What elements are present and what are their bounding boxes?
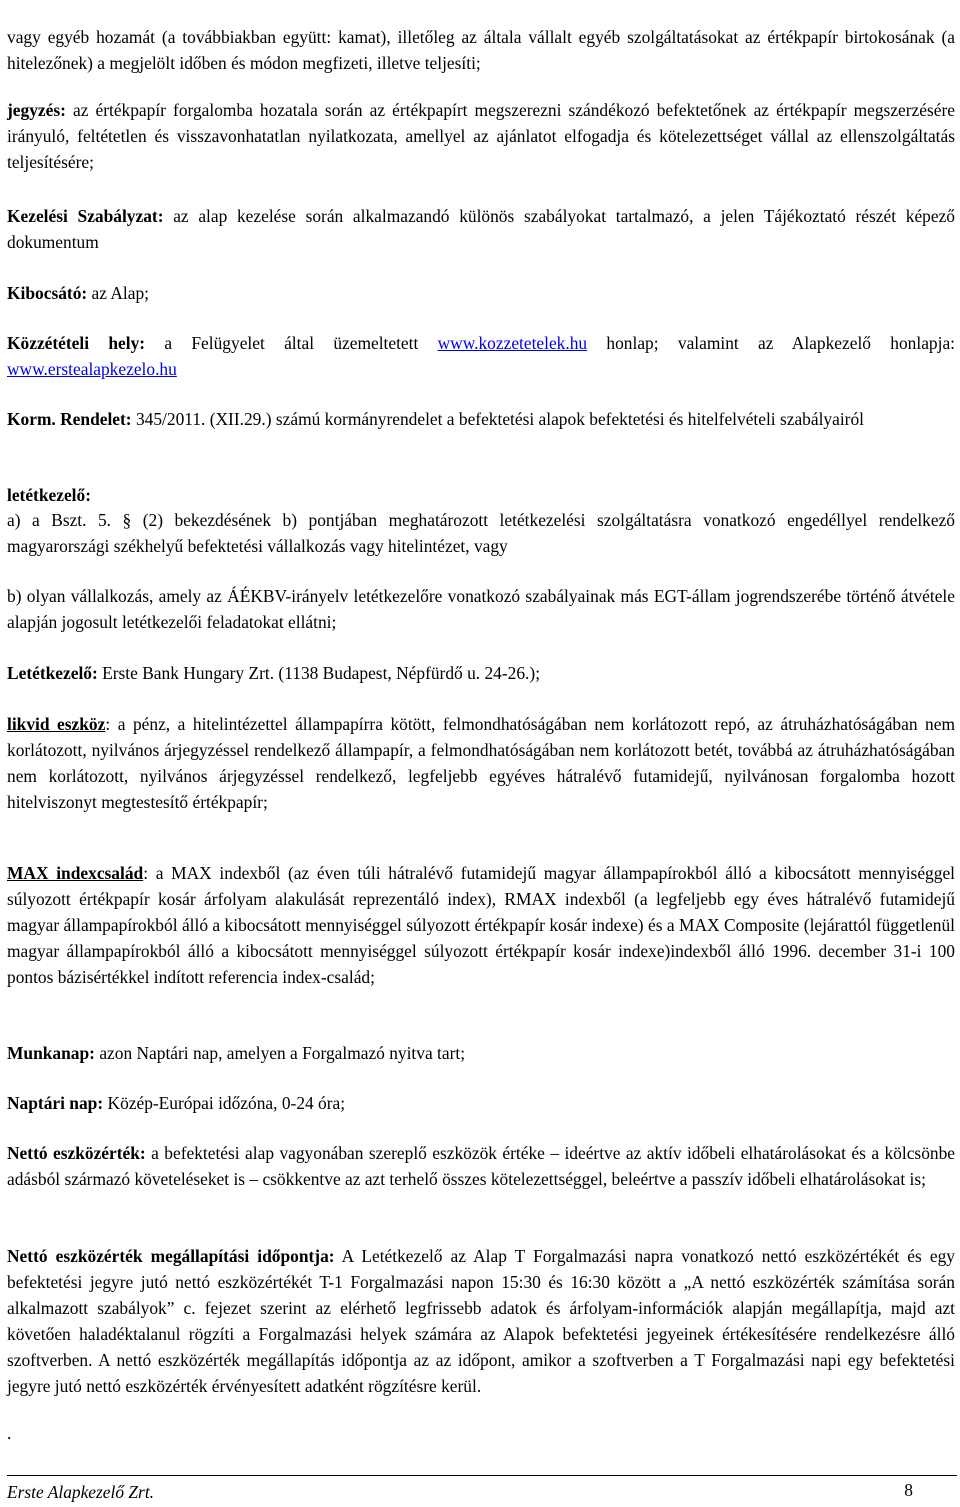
page-number: 8 bbox=[904, 1480, 913, 1500]
term-netto-eszkozertek: Nettó eszközérték: bbox=[7, 1143, 146, 1163]
term-kozzeteteli-hely: Közzétételi hely: bbox=[7, 333, 146, 353]
term-letetkezelo-bank: Letétkezelő: bbox=[7, 663, 98, 683]
definition-text: honlap; valamint az Alapkezelő honlapja: bbox=[587, 333, 955, 353]
definition-text: az Alap; bbox=[87, 283, 149, 303]
definition-netto-eszkozertek bbox=[7, 1140, 955, 1192]
definition-jegyzes bbox=[7, 97, 955, 175]
term-kezelesi-szabalyzat: Kezelési Szabályzat: bbox=[7, 206, 164, 226]
term-netto-eszkozertek-idopontja: Nettó eszközérték megállapítási időpontja: bbox=[7, 1246, 335, 1266]
link-kozzetetelek[interactable]: www.kozzetetelek.hu bbox=[437, 333, 588, 353]
definition-kibocsato bbox=[7, 280, 955, 306]
paragraph-continuation: vagy egyéb hozamát (a továbbiakban együtt: kamat), illetőleg az általa vállalt egyéb szolgáltatásokat az értékpapír birtokosának (a hitelezőnek) a megjelölt időben és módon megfizeti, illetve teljesíti; bbox=[7, 27, 955, 73]
definition-kozzeteteli-hely bbox=[7, 330, 955, 382]
term-letetkezelo: letétkezelő: bbox=[7, 485, 91, 505]
definition-likvid-eszkoz bbox=[7, 711, 955, 815]
definition-munkanap bbox=[7, 1040, 955, 1066]
definition-text: az alap kezelése során alkalmazandó különös szabályokat tartalmazó, a jelen Tájékoztató részét képező dokumentum bbox=[7, 206, 955, 252]
trailing-dot: . bbox=[7, 1423, 12, 1443]
link-erstealapkezelo[interactable]: www.erstealapkezelo.hu bbox=[7, 359, 177, 379]
definition-text: Közép-Európai időzóna, 0-24 óra; bbox=[103, 1093, 346, 1113]
definition-text: a befektetési alap vagyonában szereplő eszközök értéke – ideértve az aktív időbeli elhatárolásokat és a kölcsönbe adásból származó követeléseket is – csökkentve az azt terhelő összes kötelezettséggel, beleértve a passzív időbeli elhatárolásokat is; bbox=[7, 1143, 955, 1189]
term-likvid-eszkoz: likvid eszköz bbox=[7, 714, 106, 734]
footer-divider bbox=[7, 1475, 957, 1476]
definition-kezelesi-szabalyzat bbox=[7, 203, 955, 255]
footer-company: Erste Alapkezelő Zrt. bbox=[7, 1482, 155, 1502]
definition-max-indexcsalad bbox=[7, 860, 955, 990]
definition-text: Erste Bank Hungary Zrt. (1138 Budapest, Népfürdő u. 24-26.); bbox=[97, 663, 541, 683]
definition-text: azon Naptári nap, amelyen a Forgalmazó nyitva tart; bbox=[94, 1043, 466, 1063]
term-jegyzes: jegyzés: bbox=[7, 100, 66, 120]
definition-netto-eszkozertek-idopontja bbox=[7, 1243, 955, 1399]
term-munkanap: Munkanap: bbox=[7, 1043, 95, 1063]
definition-text: az értékpapír forgalomba hozatala során az értékpapírt megszerezni szándékozó befektetőnek az értékpapír megszerzésére irányuló, feltétetlen és visszavonhatatlan nyilatkozata, amellyel az ajánlatot elfogadja és kötelezettséget vállal az ellenszolgáltatás teljesítésére; bbox=[7, 100, 955, 172]
term-naptari-nap: Naptári nap: bbox=[7, 1093, 104, 1113]
definition-naptari-nap bbox=[7, 1090, 955, 1116]
letetkezelo-item-a: a) a Bszt. 5. § (2) bekezdésének b) pontjában meghatározott letétkezelési szolgáltatásra vonatkozó engedéllyel rendelkező magyarországi székhelyű befektetési vállalkozás vagy hitelintézet, vagy bbox=[7, 510, 955, 556]
definition-text: A Letétkezelő az Alap T Forgalmazási napra vonatkozó nettó eszközértékét és egy befektetési jegyre jutó nettó eszközértékét T-1 Forgalmazási napon 15:30 és 16:30 között a „A nettó eszközérték számítása során alkalmazott szabályok” c. fejezet szerint az elérhető legfrissebb adatok és árfolyam-információk alapján megállapítja, majd azt követően haladéktalanul rögzíti a Forgalmazási helyek számára az Alapok befektetési jegyeinek értékesítésére rendelkezésre álló szoftverben. A nettó eszközérték megállapítás időpontja az az időpont, amikor a szoftverben a T Forgalmazási napi egy befektetési jegyre jutó nettó eszközérték érvényesített adatként rögzítésre kerül. bbox=[7, 1246, 955, 1396]
definition-korm-rendelet bbox=[7, 406, 955, 432]
term-korm-rendelet: Korm. Rendelet: bbox=[7, 409, 132, 429]
definition-text: : a MAX indexből (az éven túli hátralévő futamidejű magyar állampapírokból álló a kibocsátott mennyiséggel súlyozott értékpapír kosár árfolyam alakulását reprezentáló index), RMAX indexből (a legfeljebb egy éves hátralévő futamidejű magyar állampapírokból álló a kibocsátott mennyiséggel súlyozott értékpapír kosár indexe) és a MAX Composite (lejárattól függetlenül magyar állampapírokból álló a kibocsátott mennyiséggel súlyozott értékpapír kosár indexe)indexből álló 1996. december 31-i 100 pontos bázisértékkel indított referencia index-család; bbox=[7, 863, 955, 987]
definition-letetkezelo-bank bbox=[7, 660, 955, 686]
definition-text: : a pénz, a hitelintézettel állampapírra kötött, felmondhatóságában nem korlátozott repó, az átruházhatóságában nem korlátozott, nyilvános árjegyzéssel rendelkező állampapír, a felmondhatóságában nem korlátozott betét, továbbá az átruházhatóságában nem korlátozott, nyilvános árjegyzéssel rendelkező, legfeljebb egyéves hátralévő futamidejű, nyilvánosan forgalomba hozott hitelviszonyt megtestesítő értékpapír; bbox=[7, 714, 955, 812]
definition-text: a Felügyelet által üzemeltetett bbox=[145, 333, 438, 353]
term-max-indexcsalad: MAX indexcsalád bbox=[7, 863, 144, 883]
letetkezelo-item-b: b) olyan vállalkozás, amely az ÁÉKBV-irányelv letétkezelőre vonatkozó szabályainak más EGT-állam jogrendszerébe történő átvétele alapján jogosult letétkezelői feladatokat ellátni; bbox=[7, 586, 955, 632]
definition-text: 345/2011. (XII.29.) számú kormányrendelet a befektetési alapok befektetési és hitelfelvételi szabályairól bbox=[131, 409, 864, 429]
definition-letetkezelo bbox=[7, 482, 955, 508]
term-kibocsato: Kibocsátó: bbox=[7, 283, 88, 303]
